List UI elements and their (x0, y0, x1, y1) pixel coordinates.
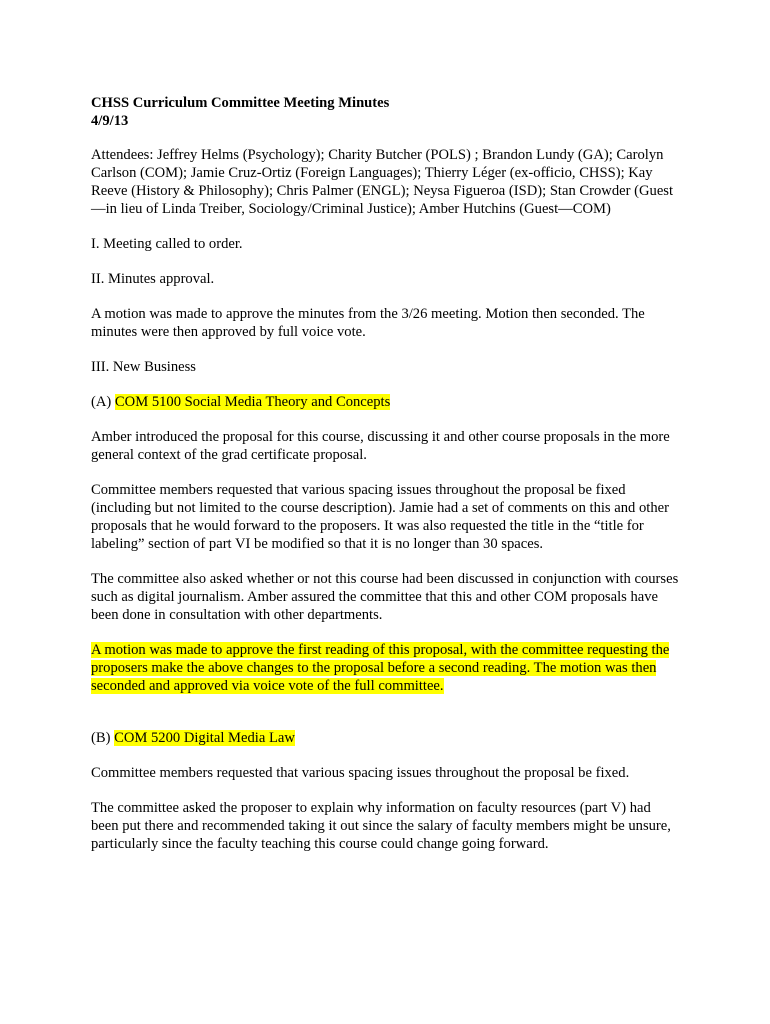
section-a-motion (91, 641, 681, 695)
section-a-paragraph-1: Amber introduced the proposal for this course, discussing it and other course proposals in the more general context of the grad certificate proposal. (91, 429, 670, 463)
section-b-course-title: COM 5200 Digital Media Law (114, 730, 295, 746)
document-title: CHSS Curriculum Committee Meeting Minutes (91, 95, 390, 111)
item-call-to-order: I. Meeting called to order. (91, 236, 243, 252)
document-body (91, 94, 681, 870)
section-b-heading (91, 729, 681, 747)
section-a-paragraph-3: The committee also asked whether or not this course had been discussed in conjunction with courses such as digital journalism. Amber assured the committee that this and other COM proposals have been done in consultation with other departments. (91, 571, 679, 623)
section-b-paragraph-1: Committee members requested that various spacing issues throughout the proposal be fixed. (91, 765, 630, 781)
section-a-paragraph-2: Committee members requested that various spacing issues throughout the proposal be fixed (including but not limited to the course description). Jamie had a set of comments on this and other proposals that he would forward to the proposers. It was also requested the title in the “title for labeling” section of part VI be modified so that it is no longer than 30 spaces. (91, 482, 669, 552)
minutes-motion-paragraph: A motion was made to approve the minutes from the 3/26 meeting. Motion then seconded. The minutes were then approved by full voice vote. (91, 306, 645, 340)
meeting-date: 4/9/13 (91, 113, 129, 129)
section-b-paragraph-2: The committee asked the proposer to explain why information on faculty resources (part V) had been put there and recommended taking it out since the salary of faculty members might be unsure, particularly since the faculty teaching this course could change going forward. (91, 800, 671, 852)
title-block (91, 94, 681, 130)
attendees-paragraph: Attendees: Jeffrey Helms (Psychology); Charity Butcher (POLS) ; Brandon Lundy (GA); Carolyn Carlson (COM); Jamie Cruz-Ortiz (Foreign Languages); Thierry Léger (ex-officio, CHSS); Kay Reeve (History & Philosophy); Chris Palmer (ENGL); Neysa Figueroa (ISD); Stan Crowder (Guest—in lieu of Linda Treiber, Sociology/Criminal Justice); Amber Hutchins (Guest—COM) (91, 147, 674, 217)
section-a-heading (91, 393, 681, 411)
section-a-course-title: COM 5100 Social Media Theory and Concepts (114, 394, 391, 410)
item-minutes-approval: II. Minutes approval. (91, 271, 215, 287)
section-b-prefix: (B) (91, 730, 115, 746)
section-a-motion-text: A motion was made to approve the first reading of this proposal, with the committee requesting the proposers make the above changes to the proposal before a second reading. The motion was then seconded and approved via voice vote of the full committee. (91, 642, 670, 694)
item-new-business: III. New Business (91, 359, 196, 375)
section-a-prefix: (A) (91, 394, 115, 410)
